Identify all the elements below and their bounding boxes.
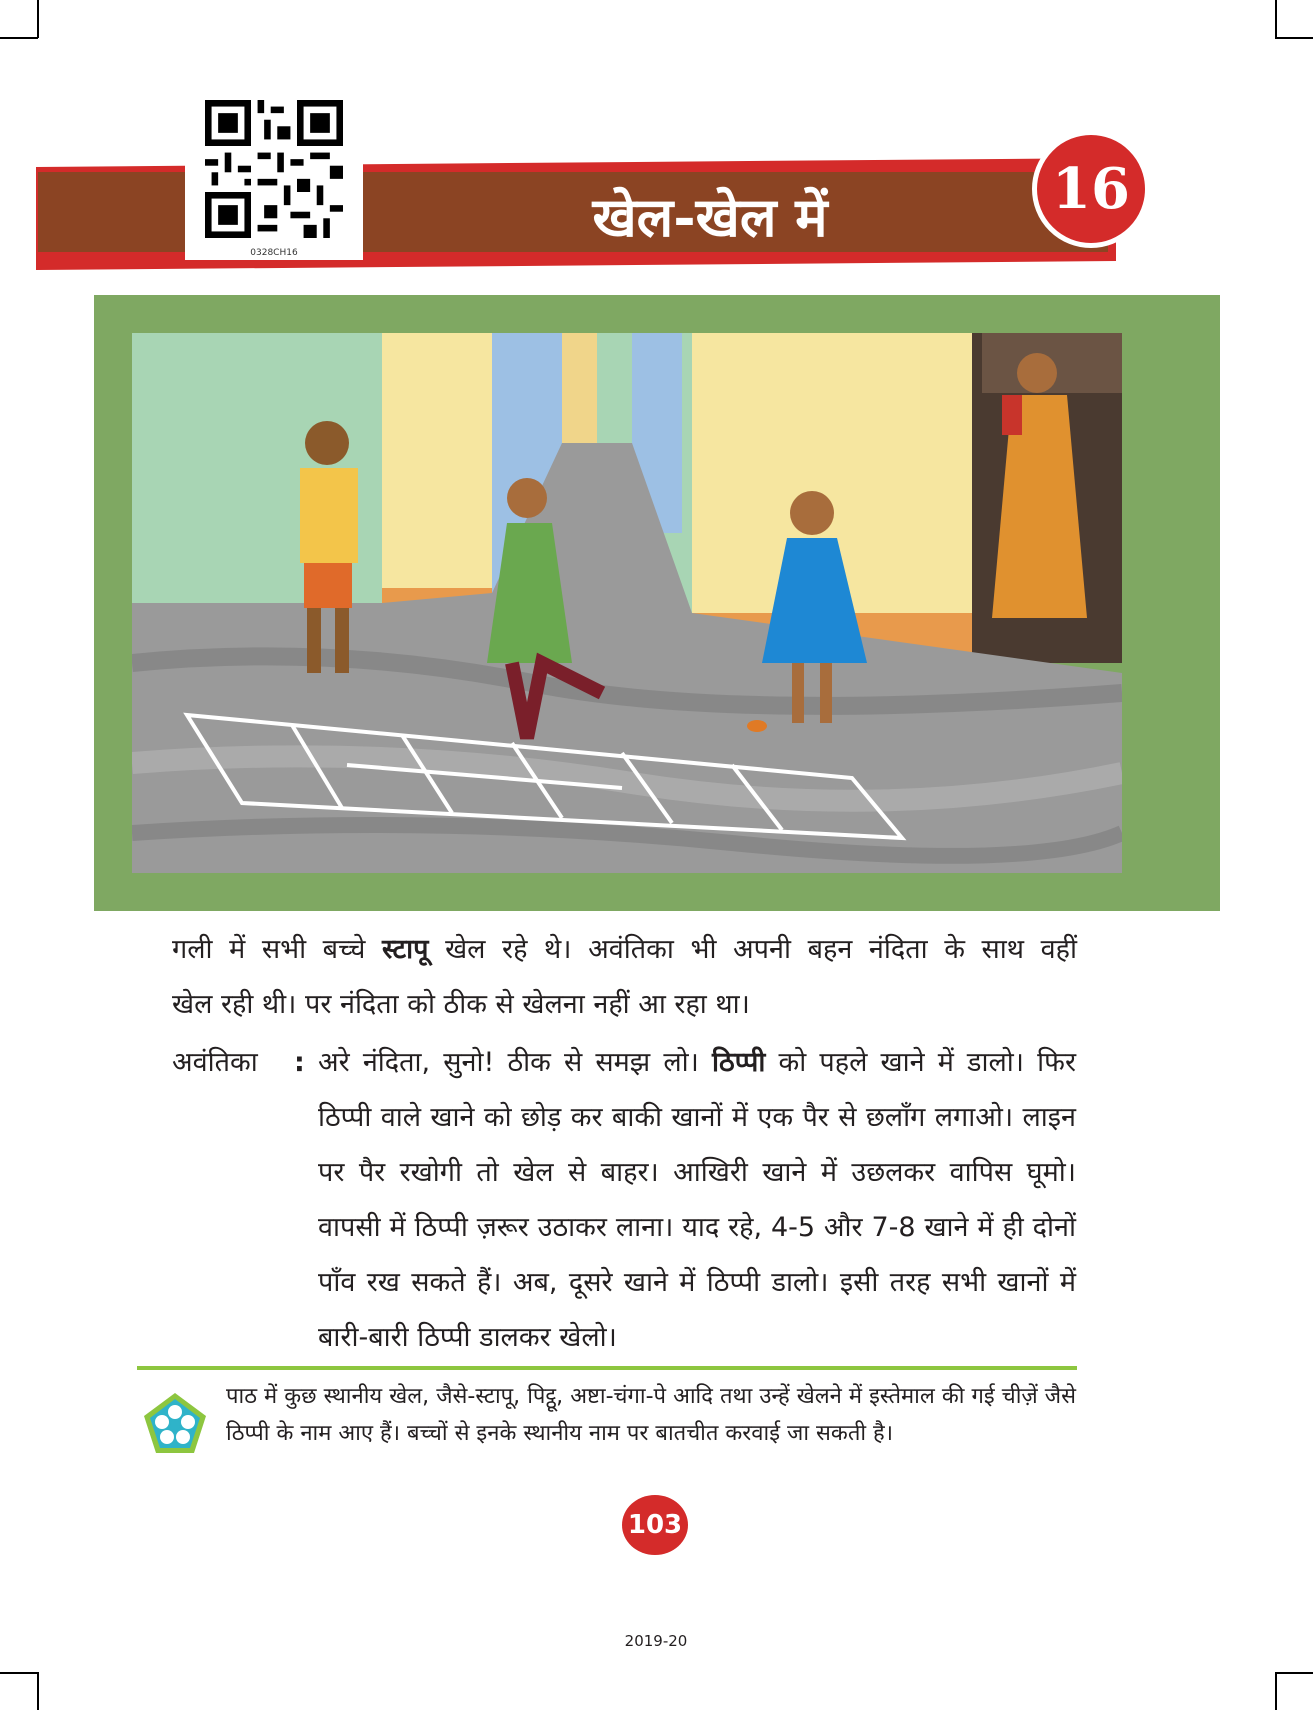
teacher-note: पाठ में कुछ स्थानीय खेल, जैसे-स्टापू, पिट्ठू, अष्टा-चंगा-पे आदि तथा उन्हें खेलने में इस्तेमाल की गई चीज़ें जैसे ठिप्पी के नाम आए हैं। बच्चों से इनके स्थानीय नाम पर बातचीत करवाई जा सकती है। bbox=[226, 1384, 1076, 1446]
speaker-name: अवंतिका bbox=[172, 1047, 258, 1078]
chapter-number-badge bbox=[1032, 130, 1150, 248]
crop-mark-top-right bbox=[1275, 37, 1313, 39]
bold-word: ठिप्पी bbox=[712, 1047, 766, 1078]
flower-icon bbox=[140, 1390, 210, 1460]
crop-mark-bottom-left bbox=[37, 1672, 39, 1710]
intro-line-2: खेल रही थी। पर नंदिता को ठीक से खेलना नहीं आ रहा था। bbox=[172, 989, 750, 1020]
illustration-frame bbox=[94, 295, 1220, 911]
dialogue-text-part: को पहले खाने में डालो। फिर ठिप्पी वाले खाने को छोड़ कर बाकी खानों में एक पैर से छलाँग लगाओ। लाइन पर पैर रखोगी तो खेल से बाहर। आखिरी खाने में उछलकर वापिस घूमो। वापसी में ठिप्पी ज़रूर उठाकर लाना। याद रहे, 4-5 और 7-8 खाने में ही दोनों पाँव रख सकते हैं। अब, दूसरे खाने में ठिप्पी डालो। इसी तरह सभी खानों में बारी-बारी ठिप्पी डालकर खेलो। bbox=[318, 1047, 1076, 1353]
crop-mark-top-right bbox=[1275, 0, 1277, 38]
crop-mark-bottom-left bbox=[0, 1672, 38, 1674]
page-number: 103 bbox=[627, 1510, 683, 1540]
speaker-colon: : bbox=[294, 1047, 305, 1078]
bold-word: स्टापू bbox=[382, 934, 429, 965]
crop-mark-bottom-right bbox=[1275, 1672, 1277, 1710]
hopscotch-illustration bbox=[132, 333, 1122, 873]
edition-year: 2019-20 bbox=[624, 1632, 688, 1650]
crop-mark-top-left bbox=[37, 0, 39, 38]
qr-code-panel bbox=[185, 92, 363, 260]
dialogue-text bbox=[318, 1035, 1076, 1365]
crop-mark-bottom-right bbox=[1275, 1672, 1313, 1674]
dialogue-text-part: अरे नंदिता, सुनो! ठीक से समझ लो। bbox=[318, 1047, 713, 1078]
crop-mark-top-left bbox=[0, 37, 38, 39]
qr-code-icon bbox=[205, 100, 343, 238]
page-number-badge bbox=[620, 1493, 690, 1557]
note-divider bbox=[137, 1366, 1077, 1370]
chapter-title: खेल-खेल में bbox=[592, 185, 828, 249]
chapter-number: 16 bbox=[1052, 156, 1130, 222]
intro-line-1: गली में सभी बच्चे स्टापू खेल रहे थे। अवंतिका भी अपनी बहन नंदिता के साथ वहीं bbox=[172, 934, 1077, 965]
qr-code-label: 0328CH16 bbox=[250, 248, 298, 258]
